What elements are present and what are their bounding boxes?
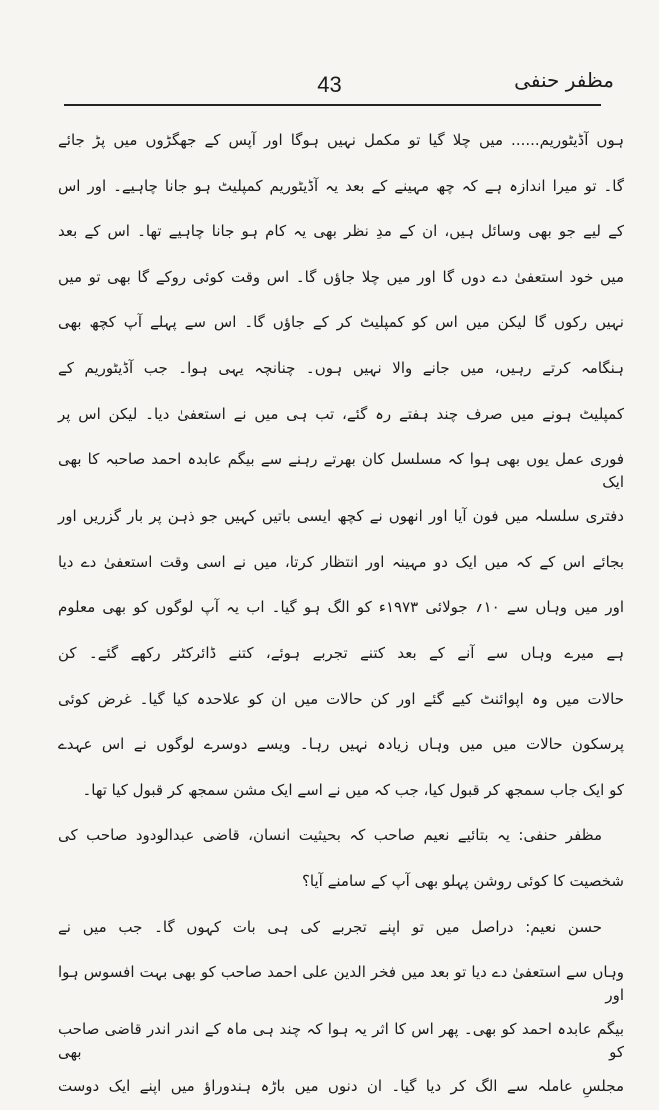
text-line: شخصیت کا کوئی روشن پہلو بھی آپ کے سامنے آیا؟ bbox=[301, 871, 624, 890]
text-line: بیگم عابدہ احمد کو بھی۔ پھر اس کا اثر یہ ہوا کہ چند ہی ماہ کے اندر اندر قاضی صاحب کو بھی bbox=[58, 1020, 624, 1062]
body-text bbox=[58, 118, 624, 1110]
text-line: دفتری سلسلہ میں فون آیا اور انھوں نے کچھ ایسی باتیں کہیں جو ذہن پر بار گزریں اور bbox=[58, 507, 624, 526]
text-line: گا۔ تو میرا اندازہ ہے کہ چھ مہینے کے بعد یہ آڈیٹوریم کمپلیٹ ہو جانا چاہیے۔ اور اس bbox=[58, 176, 624, 195]
text-line: ہوں آڈیٹوریم...... میں چلا گیا تو مکمل نہیں ہوگا اور آپس کے جھگڑوں میں پڑ جائے bbox=[58, 131, 624, 149]
text-line: حالات میں وہ اپوائنٹ کیے گئے اور کن حالات میں ان کو علاحدہ کیا گیا۔ غرض کوئی bbox=[58, 689, 624, 708]
text-line: کمپلیٹ ہونے میں صرف چند ہفتے رہ گئے، تب ہی میں نے استعفیٰ دیا۔ لیکن اس پر bbox=[58, 404, 624, 423]
text-line: کو ایک جاب سمجھ کر قبول کیا، جب کہ میں نے اسے ایک مشن سمجھ کر قبول کیا تھا۔ bbox=[82, 780, 624, 799]
text-line: بجائے اس کے کہ میں ایک دو مہینہ اور انتظار کرتا، میں نے اسی وقت استعفیٰ دے دیا bbox=[58, 552, 624, 571]
text-line: نہیں رکوں گا لیکن میں اس کو کمپلیٹ کر کے جاؤں گا۔ اس سے پہلے آپ کچھ بھی bbox=[58, 313, 624, 332]
text-line: کے لیے جو بھی وسائل ہیں، ان کے مدِ نظر بھی یہ کام ہو جانا چاہیے تھا۔ اس کے بعد bbox=[58, 222, 624, 241]
question-line: مظفر حنفی: یہ بتائیے نعیم صاحب کہ بحیثیت انسان، قاضی عبدالودود صاحب کی bbox=[58, 826, 602, 845]
page-number: 43 bbox=[317, 72, 342, 97]
text-line: ہے میرے وہاں سے آنے کے بعد کتنے تجربے ہوئے، کتنے ڈائرکٹر رکھے گئے۔ کن bbox=[58, 643, 624, 662]
answer-line: حسن نعیم: دراصل میں تو اپنے تجربے کی ہی بات کہوں گا۔ جب میں نے bbox=[58, 917, 602, 936]
text-line: ہنگامہ کرتے رہیں، میں جانے والا نہیں ہوں۔ چنانچہ یہی ہوا۔ جب آڈیٹوریم کے bbox=[58, 358, 624, 377]
text-line: پرسکون حالات میں میں وہاں زیادہ نہیں رہا۔ ویسے دوسرے لوگوں نے اس عہدے bbox=[58, 735, 624, 754]
text-line: میں خود استعفیٰ دے دوں گا اور میں چلا جاؤں گا۔ اس وقت کوئی روکے گا بھی تو میں bbox=[58, 267, 624, 286]
running-head-author: مظفر حنفی bbox=[514, 68, 614, 92]
header-rule bbox=[64, 104, 601, 106]
text-line: فوری عمل یوں بھی ہوا کہ مسلسل کان بھرتے رہنے سے بیگم عابدہ احمد صاحبہ کا بھی ایک bbox=[58, 450, 624, 492]
text-line: اور میں وہاں سے ۱۰؍ جولائی ۱۹۷۳ء کو الگ ہو گیا۔ اب یہ آپ لوگوں کو بھی معلوم bbox=[58, 598, 624, 617]
text-line: وہاں سے استعفیٰ دے دیا تو بعد میں فخر الدین علی احمد صاحب کو بھی بہت افسوس ہوا اور bbox=[58, 963, 624, 1005]
text-line: مجلسِ عاملہ سے الگ کر دیا گیا۔ ان دنوں میں باڑہ ہندوراؤ میں اپنے ایک دوست bbox=[58, 1077, 624, 1096]
